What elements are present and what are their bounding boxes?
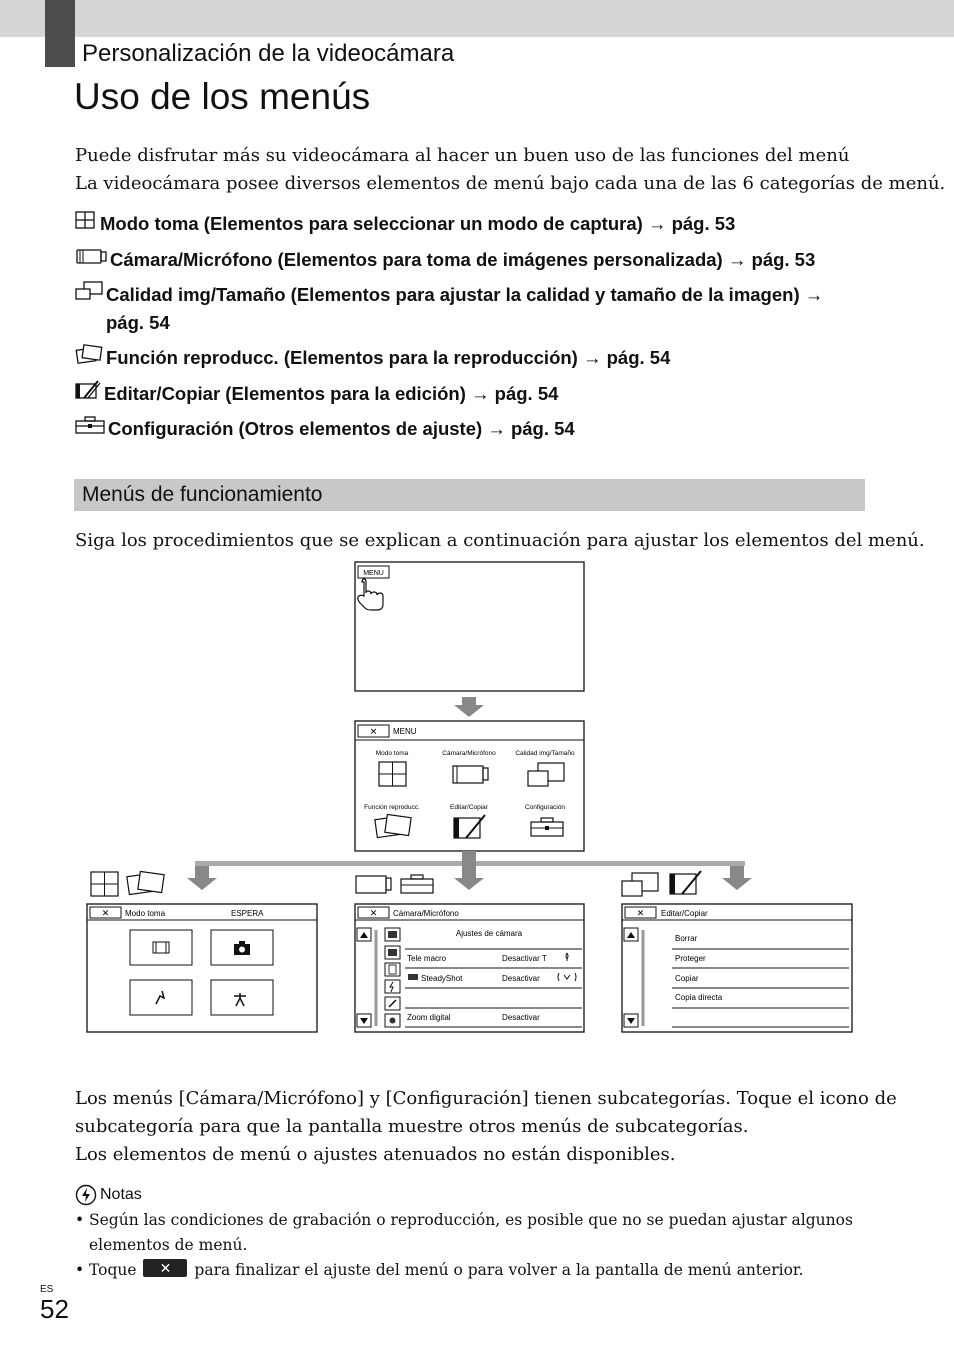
note-text: Según las condiciones de grabación o reproducción, es posible que no se puedan ajustar algunos elementos de menú.: [89, 1211, 853, 1254]
notes-list: [75, 1208, 865, 1283]
section-title: Personalización de la videocámara: [82, 40, 455, 67]
note-text: para finalizar el ajuste del menú o para volver a la pantalla de menú anterior.: [194, 1261, 804, 1279]
subheading: Menús de funcionamiento: [82, 483, 323, 506]
setting-value: Desactivar T: [502, 954, 547, 963]
menu-button-label: MENU: [363, 570, 384, 577]
text-line: Los menús [Cámara/Micrófono] y [Configuración] tienen subcategorías. Toque el icono de: [75, 1088, 897, 1109]
close-button-example: ✕: [143, 1259, 187, 1277]
text-line: Los elementos de menú o ajustes atenuados no están disponibles.: [75, 1144, 676, 1165]
category-item: [74, 344, 670, 372]
intro-line: Puede disfrutar más su videocámara al hacer un buen uso de las funciones del menú: [75, 145, 850, 166]
category-text: Calidad img/Tamaño (Elementos para ajustar la calidad y tamaño de la imagen): [106, 284, 800, 305]
category-item: [74, 380, 558, 408]
menu-item-label: Calidad img/Tamaño: [515, 750, 575, 757]
category-text: Modo toma (Elementos para seleccionar un modo de captura): [100, 213, 643, 234]
menu-item-label: Cámara/Micrófono: [442, 750, 496, 757]
down-arrow: [454, 697, 484, 717]
header-block: [45, 0, 75, 67]
page-ref: pág. 54: [494, 383, 559, 404]
steadyshot-camera-icon: [408, 974, 418, 980]
camera-mic-icon: [356, 876, 391, 893]
close-icon: ✕: [636, 908, 645, 918]
category-item: [74, 415, 575, 443]
down-arrow: [454, 855, 484, 890]
header-bar: [0, 0, 954, 37]
procedure-text: Siga los procedimientos que se explican a continuación para ajustar los elementos del menú.: [75, 530, 925, 551]
camera-mic-icon: [74, 246, 108, 266]
note-item: • Toque ✕ para finalizar el ajuste del menú o para volver a la pantalla de menú anterior.: [75, 1260, 804, 1279]
menu-row-label[interactable]: Borrar: [675, 934, 698, 943]
close-icon: ✕: [369, 726, 378, 737]
notes-heading: [75, 1184, 142, 1206]
menu-row-label[interactable]: Proteger: [675, 954, 706, 963]
category-text: Función reproducc. (Elementos para la reproducción): [106, 347, 578, 368]
category-item: [74, 210, 735, 238]
down-arrow: [722, 866, 752, 890]
intro-line: La videocámara posee diversos elementos de menú bajo cada una de las 6 categorías de menú.: [75, 173, 946, 194]
arrow: →: [487, 418, 506, 439]
down-arrow: [187, 866, 217, 890]
menu-row-label[interactable]: Copia directa: [675, 993, 723, 1002]
image-quality-icon: [74, 281, 104, 301]
menu-item-label: Editar/Copiar: [450, 804, 488, 811]
category-text: Configuración (Otros elementos de ajuste): [108, 418, 483, 439]
screen-title: Cámara/Micrófono: [393, 909, 459, 918]
status-text: ESPERA: [231, 909, 264, 918]
notes-title: Notas: [100, 1186, 142, 1203]
notes-icon: [75, 1184, 97, 1206]
setting-label: SteadyShot: [421, 974, 463, 983]
category-item: [74, 281, 866, 337]
edit-copy-icon: [74, 380, 102, 400]
subheading-bar: [74, 479, 865, 511]
playback-function-icon: [74, 344, 104, 364]
setting-label: Tele macro: [407, 954, 447, 963]
setting-label: Zoom digital: [407, 1013, 451, 1022]
menu-item-label: Modo toma: [375, 750, 409, 757]
page-title: Uso de los menús: [74, 76, 371, 117]
shooting-mode-screen: [87, 904, 317, 1032]
intro-text: [75, 142, 945, 198]
category-text: Editar/Copiar (Elementos para la edición): [104, 383, 466, 404]
arrow: →: [647, 213, 667, 234]
screen-subtitle: Ajustes de cámara: [455, 929, 523, 938]
page-ref: pág. 53: [671, 213, 736, 234]
category-item: [74, 246, 815, 274]
page-number: 52: [40, 1294, 69, 1324]
page-ref: pág. 54: [510, 418, 575, 439]
initial-screen: [355, 562, 584, 691]
arrow: →: [582, 347, 602, 368]
menu-row-label[interactable]: Copiar: [675, 974, 699, 983]
close-icon: ✕: [101, 908, 110, 918]
setup-toolbox-icon: [74, 415, 106, 435]
note-item: • Según las condiciones de grabación o reproducción, es posible que no se puedan ajustar algunos elementos de menú.: [75, 1211, 853, 1254]
shooting-mode-icon: [91, 872, 118, 896]
setting-value: Desactivar: [502, 974, 540, 983]
page-ref: pág. 54: [606, 347, 671, 368]
category-text: Cámara/Micrófono (Elementos para toma de imágenes personalizada): [110, 249, 723, 270]
language-code: ES: [40, 1284, 54, 1295]
movie-mode-button[interactable]: [130, 930, 192, 965]
page-ref: pág. 53: [751, 249, 816, 270]
menu-item-label: Configuración: [524, 804, 566, 811]
page-ref: pág. 54: [106, 312, 170, 333]
arrow: →: [804, 284, 824, 305]
setup-toolbox-icon: [401, 875, 433, 893]
playback-function-icon: [127, 871, 164, 894]
arrow: →: [471, 383, 490, 404]
menu-item-label: Función reproducc.: [364, 804, 420, 811]
menu-screen-title: MENU: [393, 727, 417, 736]
smooth-slow-rec-button[interactable]: [211, 980, 273, 1015]
note-text: Toque: [89, 1261, 137, 1279]
golf-shot-button[interactable]: [130, 980, 192, 1015]
close-icon: ✕: [369, 908, 378, 918]
shooting-mode-icon: [74, 210, 98, 230]
screen-title: Modo toma: [125, 909, 166, 918]
setting-value: Desactivar: [502, 1013, 540, 1022]
subcategory-text: [75, 1085, 897, 1169]
edit-copy-icon: [670, 871, 701, 894]
text-line: subcategoría para que la pantalla muestre otros menús de subcategorías.: [75, 1116, 749, 1137]
menu-diagram: [0, 555, 954, 1040]
arrow: →: [727, 249, 747, 270]
image-quality-icon: [622, 873, 658, 896]
screen-title: Editar/Copiar: [661, 909, 708, 918]
